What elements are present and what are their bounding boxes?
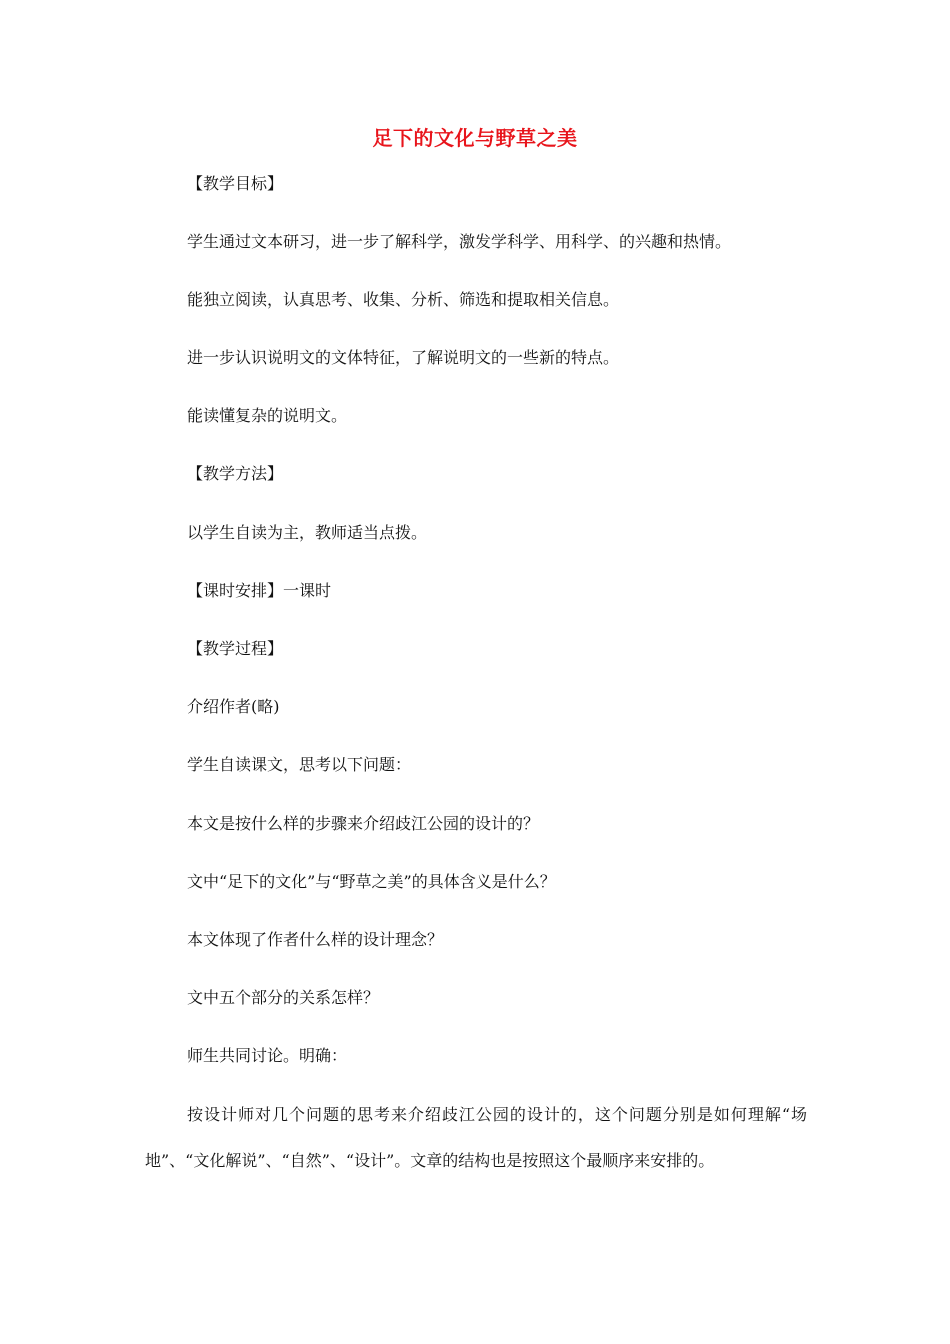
document-title: 足下的文化与野草之美 — [372, 126, 578, 150]
section-heading-objectives: 【教学目标】 — [187, 174, 284, 193]
discussion-text: 师生共同讨论。明确： — [187, 1046, 348, 1065]
objective-item: 能独立阅读，认真思考、收集、分析、筛选和提取相关信息。 — [187, 290, 620, 309]
objective-item: 学生通过文本研习，进一步了解科学，激发学科学、用科学、的兴趣和热情。 — [187, 232, 732, 251]
section-heading-methods: 【教学方法】 — [187, 464, 284, 483]
answer-paragraph: 按设计师对几个问题的思考来介绍歧江公园的设计的，这个问题分别是如何理解“场地”、“文化解说”、“自然”、“设计”。文章的结构也是按照这个最顺序来安排的。 — [145, 1105, 807, 1170]
methods-text: 以学生自读为主，教师适当点拨。 — [187, 523, 428, 542]
process-item: 介绍作者(略) — [187, 697, 280, 716]
question-item: 本文是按什么样的步骤来介绍歧江公园的设计的？ — [187, 814, 540, 833]
process-item: 学生自读课文，思考以下问题： — [187, 755, 412, 774]
question-item: 文中“足下的文化”与“野草之美”的具体含义是什么？ — [187, 872, 556, 891]
question-item: 本文体现了作者什么样的设计理念？ — [187, 930, 444, 949]
question-item: 文中五个部分的关系怎样？ — [187, 988, 380, 1007]
section-heading-process: 【教学过程】 — [187, 639, 284, 658]
objective-item: 能读懂复杂的说明文。 — [187, 406, 348, 425]
objective-item: 进一步认识说明文的文体特征，了解说明文的一些新的特点。 — [187, 348, 620, 367]
section-heading-schedule: 【课时安排】一课时 — [187, 581, 332, 600]
